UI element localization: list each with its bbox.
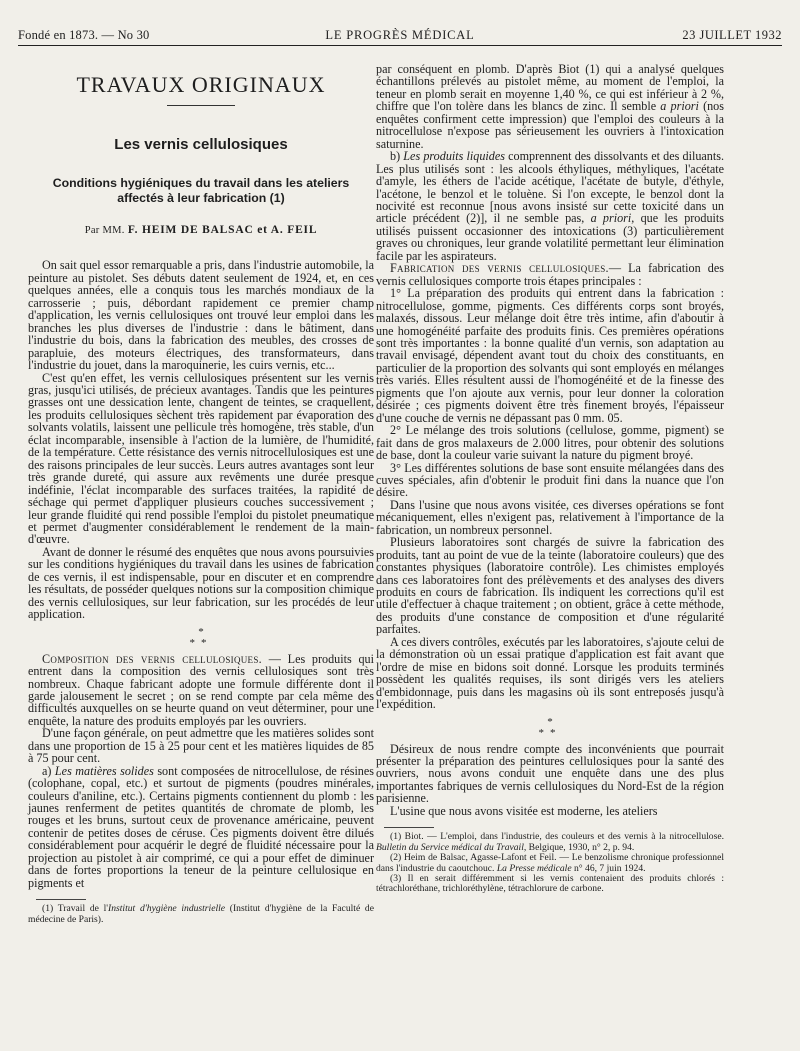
section-heading: Composition des vernis cellulosiques. <box>42 651 262 666</box>
footnote-text: (1) Travail de l' <box>42 903 109 915</box>
footnote <box>376 832 724 853</box>
paragraph: Plusieurs laboratoires sont chargés de suivre la fabrication des produits, tant au point de vue de la teinte (laboratoire couleurs) que des constantes physiques (laboratoire contrôle). Les chimistes employés dans ces laboratoires font des prélèvements et des analyses des divers produits en cours de fabrication. Ils indiquent les corrections qu'il est utile d'effectuer à chaque traitement ; on obtient, grâce à cette méthode, des produits d'une constance de composition et d'une régularité parfaites. <box>376 535 724 637</box>
italic-term: Bulletin du Service médical du Travail <box>376 841 524 853</box>
footnote-text: (1) Biot. — L'emploi, dans l'industrie, des couleurs et des vernis à la nitrocellulose. <box>390 831 724 843</box>
paragraph: D'une façon générale, on peut admettre que les matières solides sont dans une proportion de 15 à 25 pour cent et les matières liquides de 85 à 75 pour cent. <box>28 726 374 766</box>
italic-term: La Presse médicale <box>496 862 572 874</box>
section-heading: Fabrication des vernis cellulosiques. <box>390 261 609 276</box>
section-stars <box>28 627 374 649</box>
footnote <box>376 853 724 874</box>
paragraph <box>376 150 724 262</box>
header-founded: Fondé en 1873. — No 30 <box>18 28 150 42</box>
italic-term: Les matières solides <box>54 763 154 778</box>
footnote-text: , Belgique, 1930, n° 2, p. 94. <box>523 841 635 853</box>
paragraph: A ces divers contrôles, exécutés par les laboratoires, s'ajoute celui de la démonstration où un essai pratique d'application est fait avant que l'ordre de mise en bidons soit donné. Lorsque les produits terminés possèdent les qualités requises, ils sont dirigés vers les ateliers d'embidonnage, puis dans les magasins où ils sont entreposés jusqu'à l'expédition. <box>376 634 724 712</box>
header-journal-title: LE PROGRÈS MÉDICAL <box>325 28 475 42</box>
footnote-text: (Institut d'hygiène de la Faculté de médecine de Paris). <box>28 903 374 925</box>
paragraph-text: , que les produits utilisés puissent occasionner des intoxications (3) particulièrement graves ou chroniques, leur grande volatilité permettant leur élimination facile par les aspirateurs. <box>376 211 724 263</box>
footnote-rule <box>384 827 434 828</box>
header-date: 23 JUILLET 1932 <box>682 28 782 42</box>
paragraph-text: sont composées de nitrocellulose, de résines (colophane, copal, etc.) et surtout de pigments (poudres minérales, couleurs d'aniline, etc.). Certains pigments contiennent du plomb : les jaunes renferment de petites quantités de chromate de plomb, les rouges et les bruns, surtout ceux de provenance américaine, peuvent contenir de petites doses de céruse. Ces pigments doivent être dilués considérablement pour acquérir le degré de fluidité nécessaire pour la projection au pistolet à air comprimé, ce qui a pour effet de diminuer dans de fortes proportions la teneur de la peinture cellulosique en pigments et <box>28 763 374 890</box>
paragraph-text: b) <box>390 149 404 164</box>
authors-names: F. HEIM DE BALSAC et A. FEIL <box>127 224 318 236</box>
italic-term: a priori <box>660 99 699 114</box>
footnote-text: n° 46, 7 juin 1924. <box>571 862 646 874</box>
article-subtitle: Conditions hygiéniques du travail dans les ateliers affectés à leur fabrication (1) <box>52 176 350 205</box>
section-stars <box>376 717 724 739</box>
paragraph <box>376 63 724 150</box>
paragraph: 1° La préparation des produits qui entrent dans la fabrication : nitrocellulose, gomme, pigments. Ces différents corps sont broyés, malaxés, dissous. Leur mélange doit être très intime, afin d'aboutir à une homogénéité parfaite des produits finis. Ces premières opérations sont très importantes : la bonne qualité d'un vernis, son adaptation au travail envisagé, dépendent avant tout du choix des constituants, en particulier de la proportion des solvants qui sont employés en mélanges très variés. Elles résultent aussi de l'homogénéité et de la finesse des pigments que l'on ajoute aux vernis, pour leur donner la coloration désirée ; ces pigments doivent être très finement broyés, l'épaisseur d'une couche de vernis ne dépassant pas 0 mm. 05. <box>376 286 724 425</box>
star-glyph: ** <box>189 636 213 649</box>
article-authors <box>28 224 374 237</box>
paragraph-text: par conséquent en plomb. D'après Biot (1) qui a analysé quelques échantillons prélevés au pistolet même, au moment de l'emploi, la teneur en plomb serait en moyenne 1,40 %, ce qui est inférieur à 2 %, chiffre que l'on tolère dans les blancs de zinc. Il semble <box>376 62 724 114</box>
italic-term: Institut d'hygiène industrielle <box>108 903 226 915</box>
paragraph-text: a) <box>42 763 55 778</box>
paragraph <box>28 653 374 728</box>
article-title: Les vernis cellulosiques <box>114 136 288 153</box>
star-glyph: * <box>198 625 204 638</box>
section-rubric: TRAVAUX ORIGINAUX <box>76 72 326 97</box>
footnote <box>28 904 374 925</box>
star-glyph: ** <box>538 726 562 739</box>
paragraph: 3° Les différentes solutions de base sont ensuite mélangées dans des cuves spéciales, afin d'obtenir le produit fini dans la nuance que l'on désire. <box>376 460 724 500</box>
paragraph-text: (nos enquêtes confirment cette impression) que l'emploi des couleurs à la nitrocellulose n'expose pas sérieusement les ouvriers à l'intoxication saturnine. <box>376 99 724 151</box>
paragraph <box>28 765 374 890</box>
star-glyph: * <box>547 715 553 728</box>
italic-term: a priori <box>590 211 632 226</box>
footnote-rule <box>36 899 86 900</box>
rubric-rule <box>167 105 235 106</box>
footnote-text: (2) Heim de Balsac, Agasse-Lafont et Feil. — Le benzolisme chronique professionnel dans l'industrie du caoutchouc. <box>376 852 724 874</box>
paragraph: Désireux de nous rendre compte des inconvénients que pourrait présenter la préparation des peintures cellulosiques pour la santé des ouvriers, nous avons conduit une enquête dans une des plus importantes fabriques de vernis cellulosiques du Nord-Est de la région parisienne. <box>376 741 724 806</box>
page-header <box>18 24 782 44</box>
header-rule <box>18 45 782 46</box>
footnote: (3) Il en serait différemment si les vernis contenaient des produits chlorés : tétrachloréthane, trichloréthylène, tétrachlorure de carbone. <box>376 872 724 895</box>
left-column <box>28 55 374 925</box>
paragraph: L'usine que nous avons visitée est moderne, les ateliers <box>390 803 658 818</box>
paragraph: Avant de donner le résumé des enquêtes que nous avons poursuivies sur les conditions hygiéniques du travail dans les usines de fabrication de ces vernis, il est indispensable, pour en discuter et en comprendre les résultats, de posséder quelques notions sur la composition chimique des vernis cellulosiques, sur leur fabrication, sur les procédés de leur application. <box>28 544 374 622</box>
paragraph-text: comprennent des dissolvants et des diluants. Les plus utilisés sont : les alcools éthyliques, méthyliques, l'acétate d'amyle, les éthers de l'acide acétique, l'acétate de butyle, d'éthyle, l'acétone, le benzol et le toluène. Si l'on excepte, le benzol dont la nocivité est reconnue [nous avons insisté sur cette toxicité dans un article précédent (2)], il ne semble pas, <box>376 149 724 226</box>
authors-prefix: Par MM. <box>84 225 125 236</box>
paragraph <box>376 262 724 287</box>
italic-term: Les produits liquides <box>403 149 505 164</box>
paragraph: On sait quel essor remarquable a pris, dans l'industrie automobile, la peinture au pistolet. Ses débuts datent seulement de 1924, et, en ces quelques années, elle a conquis tous les marchés mondiaux de la carrosserie ; puis, débordant rapidement ce premier champ d'application, les vernis cellulosiques ont trouvé leur emploi dans les branches les plus diverses de l'industrie : dans le bâtiment, dans l'industrie du bois, dans la fabrication des meubles, des crosses de parapluie, des moteurs électriques, des transformateurs, dans l'industrie du jouet, dans la maroquinerie, les cuirs vernis, etc... <box>28 258 374 373</box>
paragraph-text: — La fabrication des vernis cellulosiques comporte trois étapes principales : <box>376 261 724 288</box>
paragraph: Dans l'usine que nous avons visitée, ces diverses opérations se font mécaniquement, elles n'exigent pas, relativement à l'importance de la fabrication, un nombreux personnel. <box>376 497 724 537</box>
paragraph-text: — Les produits qui entrent dans la composition des vernis cellulosiques sont très nombreux. Chaque fabricant adopte une formule différente dont il garde jalousement le secret ; on se rend compte par cela même des difficultés auxquelles on se heurte quand on veut déterminer, pour une enquête, la nature des produits employés par les ouvriers. <box>28 651 374 728</box>
paragraph: C'est qu'en effet, les vernis cellulosiques présentent sur les vernis gras, jusqu'ici utilisés, de précieux avantages. Tandis que les peintures grasses ont une dessication lente, changent de teintes, se craquellent, les produits cellulosiques sèchent très rapidement par évaporation des solvants volatils, laissent une pellicule très homogène, très stable, d'un éclat incomparable, insensible à l'action de la lumière, de l'humidité, de la température. Cette résistance des vernis nitrocellulosiques est une des raisons principales de leur succès. Leurs autres avantages sont leur très grande dureté, qui assure aux revêments une durée presque indéfinie, l'éclat incomparable des surfaces traitées, la rapidité de séchage qui permet d'appliquer plusieurs couches successivement ; leur grande fluidité qui rend possible l'emploi du pistolet pneumatique et permet d'augmenter considérablement le rendement de la main-d'œuvre. <box>28 370 374 547</box>
right-column <box>376 63 724 895</box>
paragraph: 2° Le mélange des trois solutions (cellulose, gomme, pigment) se fait dans de gros malaxeurs de 2.000 litres, pour obtenir des solutions de base, dont la couleur varie suivant la nature du pigment broyé. <box>376 423 724 463</box>
